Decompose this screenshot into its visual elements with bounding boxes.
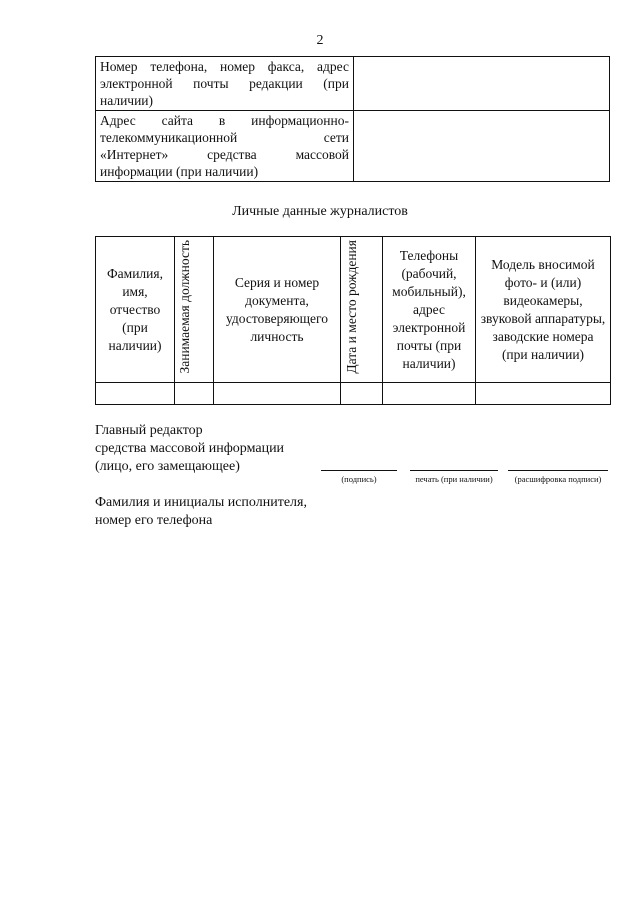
journalists-table [95,236,611,405]
cell-document[interactable] [214,383,341,405]
stamp-line[interactable] [410,470,498,471]
phone-fax-email-value[interactable] [354,57,610,111]
website-address-label: Адрес сайта в информационно- телекоммуникационной сети «Интернет» средства массовой информации (при наличии) [96,111,354,182]
header-position: Занимаемая должность [175,237,214,383]
website-address-value[interactable] [354,111,610,182]
decoding-caption: (расшифровка подписи) [514,474,602,484]
table-header-row [96,237,611,383]
signature-caption: (подпись) [341,474,377,484]
header-birth: Дата и место рождения [341,237,383,383]
signature-line[interactable] [321,470,397,471]
table-row [96,57,610,111]
header-equipment: Модель вносимой фото- и (или) видеокамеры, звуковой аппаратуры, заводские номера (при наличии) [476,237,611,383]
header-phones: Телефоны (рабочий, мобильный), адрес электронной почты (при наличии) [383,237,476,383]
page-number: 2 [316,33,324,48]
cell-birth[interactable] [341,383,383,405]
stamp-caption: печать (при наличии) [415,474,493,484]
cell-position[interactable] [175,383,214,405]
decoding-line[interactable] [508,470,608,471]
signature-block-title: Главный редактор средства массовой информации (лицо, его замещающее) [95,423,285,474]
table-row [96,383,611,405]
cell-phones[interactable] [383,383,476,405]
phone-fax-email-label: Номер телефона, номер факса, адрес электронной почты редакции (при наличии) [96,57,354,111]
cell-name[interactable] [96,383,175,405]
section-title: Личные данные журналистов [232,204,408,219]
executor-block: Фамилия и инициалы исполнителя, номер его телефона [95,495,307,528]
cell-equipment[interactable] [476,383,611,405]
media-info-table [95,56,610,182]
header-document: Серия и номер документа, удостоверяющего личность [214,237,341,383]
table-row [96,111,610,182]
header-name: Фамилия, имя, отчество (при наличии) [96,237,175,383]
